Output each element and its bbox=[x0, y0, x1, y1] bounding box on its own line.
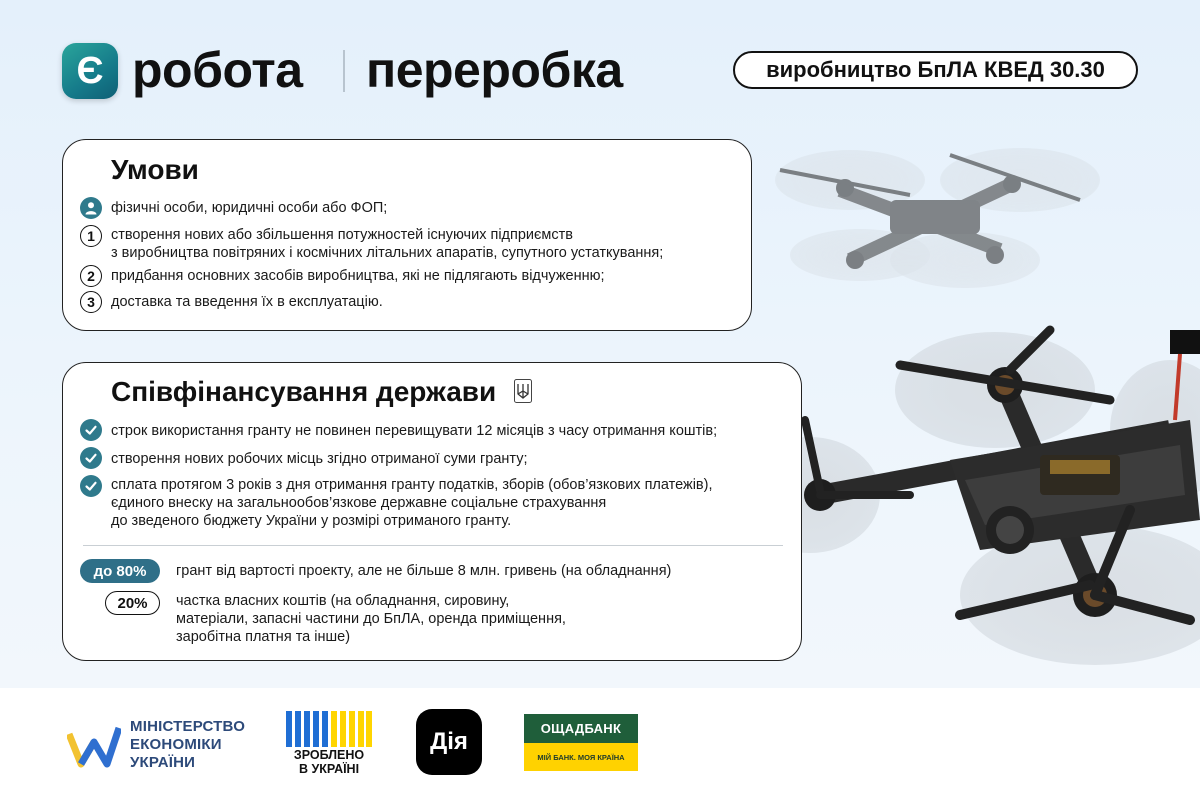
condition-item-2-line2: з виробництва повітряних і космічних літальних апаратів, супутного устаткування; bbox=[111, 245, 664, 261]
own-funds-line2: матеріали, запасні частини до БпЛА, оренда приміщення, bbox=[176, 611, 566, 627]
program-name: переробка bbox=[366, 42, 623, 98]
kved-badge-label: виробництво БпЛА КВЕД 30.30 bbox=[766, 57, 1105, 82]
person-icon bbox=[80, 197, 102, 219]
oschadbank-logo bbox=[524, 714, 638, 771]
conditions-card bbox=[62, 139, 752, 331]
cofinancing-title-text: Співфінансування держави bbox=[111, 376, 497, 407]
number-1-icon: 1 bbox=[80, 225, 102, 247]
cofinancing-item-3-line3: до зведеного бюджету України у розмірі отриманого гранту. bbox=[111, 513, 512, 529]
own-funds-line1: частка власних коштів (на обладнання, сировину, bbox=[176, 593, 510, 609]
condition-item-2-line1: створення нових або збільшення потужностей існуючих підприємств bbox=[111, 227, 573, 243]
cofinancing-item-3-line2: єдиного внеску на загальнообов’язкове державне соціальне страхування bbox=[111, 495, 607, 511]
made-in-ukraine-text bbox=[286, 748, 372, 776]
condition-item-2 bbox=[111, 226, 663, 262]
oschadbank-name: ОЩАДБАНК bbox=[524, 714, 638, 743]
own-funds-percent-badge: 20% bbox=[105, 591, 160, 615]
cofinancing-item-3 bbox=[111, 476, 713, 530]
ministry-line2: ЕКОНОМІКИ bbox=[130, 736, 222, 753]
ministry-logo-text bbox=[130, 718, 245, 772]
number-2-icon: 2 bbox=[80, 265, 102, 287]
grant-description: грант від вартості проекту, але не більше 8 млн. гривень (на обладнання) bbox=[176, 563, 672, 579]
conditions-title: Умови bbox=[111, 154, 199, 185]
check-icon bbox=[80, 419, 102, 441]
made-line2: В УКРАЇНІ bbox=[298, 762, 360, 776]
check-icon bbox=[80, 447, 102, 469]
logo-word: робота bbox=[132, 42, 303, 98]
own-funds-description bbox=[176, 592, 566, 646]
made-in-ukraine-flag-icon bbox=[286, 711, 372, 752]
trident-icon bbox=[514, 378, 532, 410]
cofinancing-item-1: строк використання гранту не повинен перевищувати 12 місяців з часу отримання коштів; bbox=[111, 423, 718, 439]
condition-item-4: доставка та введення їх в експлуатацію. bbox=[111, 294, 383, 310]
cofinancing-item-3-line1: сплата протягом 3 років з дня отримання гранту податків, зборів (обов’язкових платежів), bbox=[111, 477, 713, 493]
oschadbank-slogan: МІЙ БАНК. МОЯ КРАЇНА bbox=[524, 743, 638, 771]
own-funds-line3: заробітна платня та інше) bbox=[176, 629, 351, 645]
ministry-line3: УКРАЇНИ bbox=[130, 754, 196, 771]
upper-drone-icon bbox=[775, 148, 1100, 288]
ministry-line1: МІНІСТЕРСТВО bbox=[130, 718, 246, 735]
cofinancing-title bbox=[111, 376, 532, 410]
logo-divider bbox=[343, 50, 345, 92]
erobota-logo-icon: Є bbox=[62, 43, 118, 99]
cofinancing-card bbox=[62, 362, 802, 661]
diia-logo: Дія bbox=[416, 709, 482, 775]
made-line1: ЗРОБЛЕНО bbox=[293, 748, 365, 762]
check-icon bbox=[80, 475, 102, 497]
kved-badge bbox=[733, 51, 1138, 89]
condition-item-3: придбання основних засобів виробництва, які не підлягають відчуженню; bbox=[111, 268, 605, 284]
grant-percent-badge: до 80% bbox=[80, 559, 160, 583]
card-divider bbox=[83, 545, 783, 546]
condition-item-1: фізичні особи, юридичні особи або ФОП; bbox=[111, 200, 388, 216]
number-3-icon: 3 bbox=[80, 291, 102, 313]
main-drone-icon bbox=[750, 330, 1200, 665]
ministry-logo-icon bbox=[67, 724, 121, 773]
cofinancing-item-2: створення нових робочих місць згідно отриманої суми гранту; bbox=[111, 451, 528, 467]
drone-illustration bbox=[750, 100, 1200, 688]
